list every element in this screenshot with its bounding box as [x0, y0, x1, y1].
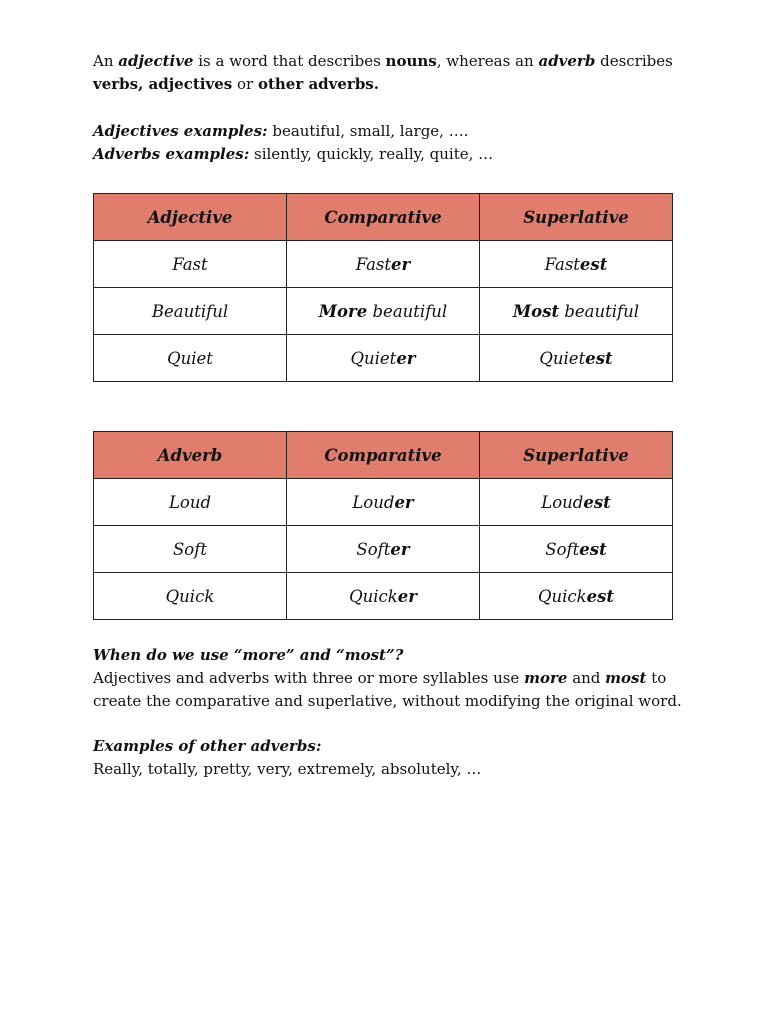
table-row	[94, 573, 673, 620]
table-cell	[94, 335, 287, 382]
more-most-text: Adjectives and adverbs with three or more syllables use	[93, 669, 525, 687]
column-header: Superlative	[480, 194, 673, 241]
table-cell	[287, 573, 480, 620]
cell-emphasis: est	[579, 539, 607, 559]
cell-text: Quick	[349, 586, 398, 606]
term-adjective: adjective	[118, 52, 194, 70]
cell-text: Quick	[537, 586, 587, 606]
table-header-row	[94, 432, 673, 479]
term-targets: verbs, adjectives	[93, 75, 233, 93]
column-header: Superlative	[480, 432, 673, 479]
adverbs-examples-label: Adverbs examples:	[93, 145, 250, 163]
table-row	[94, 479, 673, 526]
column-header: Comparative	[287, 432, 480, 479]
cell-text: Beautiful	[151, 301, 229, 321]
cell-text: Fast	[544, 254, 580, 274]
table-cell	[480, 288, 673, 335]
cell-emphasis: est	[585, 348, 613, 368]
intro-text: is a word that describes	[193, 52, 386, 70]
column-header: Comparative	[287, 194, 480, 241]
cell-text: Fast	[172, 254, 208, 274]
examples-paragraph	[93, 120, 693, 166]
cell-emphasis: er	[394, 492, 414, 512]
other-adverbs-section	[93, 735, 693, 781]
cell-text: Quiet	[539, 348, 586, 368]
cell-text: Quiet	[167, 348, 213, 368]
cell-text: Fast	[355, 254, 392, 274]
cell-emphasis: est	[586, 586, 615, 606]
cell-text: Loud	[352, 492, 395, 512]
table-cell	[287, 241, 480, 288]
term-most: most	[605, 669, 647, 687]
cell-text: beautiful	[367, 301, 448, 321]
cell-text: Soft	[356, 539, 391, 559]
cell-emphasis: er	[397, 586, 417, 606]
intro-text: or	[232, 75, 258, 93]
table-row	[94, 526, 673, 573]
column-header: Adverb	[94, 432, 287, 479]
table-cell	[480, 526, 673, 573]
table-row	[94, 241, 673, 288]
table-cell	[480, 241, 673, 288]
adjectives-examples-label: Adjectives examples:	[93, 122, 268, 140]
table-cell	[287, 288, 480, 335]
table-header-row	[94, 194, 673, 241]
cell-text: Soft	[545, 539, 580, 559]
other-adverbs-text: Really, totally, pretty, very, extremely, absolutely, …	[93, 760, 482, 778]
cell-text: Loud	[168, 492, 212, 512]
intro-text: , whereas an	[436, 52, 539, 70]
other-adverbs-heading: Examples of other adverbs:	[93, 737, 322, 755]
cell-emphasis: er	[391, 254, 411, 274]
table-cell	[480, 335, 673, 382]
cell-emphasis: est	[579, 254, 608, 274]
cell-emphasis: More	[318, 301, 368, 321]
table-cell	[94, 241, 287, 288]
cell-emphasis: Most	[512, 301, 560, 321]
term-other-adverbs: other adverbs.	[257, 75, 379, 93]
cell-emphasis: est	[583, 492, 611, 512]
adjective-comparison-table	[93, 193, 673, 382]
cell-text: Soft	[173, 539, 207, 559]
cell-emphasis: er	[390, 539, 410, 559]
table-cell	[480, 573, 673, 620]
table-cell	[94, 288, 287, 335]
table-row	[94, 288, 673, 335]
column-header: Adjective	[94, 194, 287, 241]
more-most-text: to create the comparative and superlative, without modifying the original word.	[93, 669, 682, 710]
intro-text: describes	[595, 52, 673, 70]
adverbs-examples-text: silently, quickly, really, quite, …	[249, 145, 494, 163]
cell-emphasis: er	[396, 348, 416, 368]
table-cell	[94, 573, 287, 620]
cell-text: Quiet	[350, 348, 397, 368]
table-cell	[287, 479, 480, 526]
table-cell	[94, 479, 287, 526]
table-cell	[287, 335, 480, 382]
adjectives-examples-text: beautiful, small, large, ….	[267, 122, 469, 140]
term-nouns: nouns	[385, 52, 437, 70]
cell-text: beautiful	[559, 301, 640, 321]
table-row	[94, 335, 673, 382]
term-more: more	[524, 669, 568, 687]
table-cell	[94, 526, 287, 573]
more-most-text: and	[567, 669, 606, 687]
more-most-section	[93, 644, 693, 713]
more-most-heading: When do we use “more” and “most”?	[93, 646, 404, 664]
adverb-comparison-table	[93, 431, 673, 620]
term-adverb: adverb	[538, 52, 596, 70]
table-cell	[287, 526, 480, 573]
cell-text: Quick	[165, 586, 215, 606]
intro-text: An	[93, 52, 119, 70]
intro-paragraph	[93, 50, 693, 96]
cell-text: Loud	[541, 492, 584, 512]
table-cell	[480, 479, 673, 526]
